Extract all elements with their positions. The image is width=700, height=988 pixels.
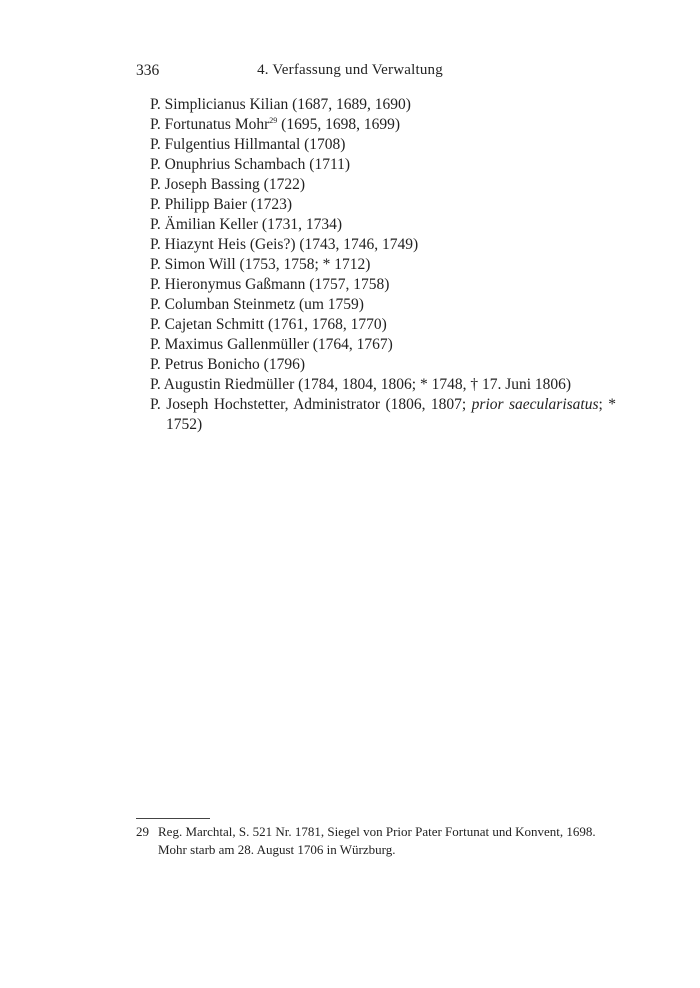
footnote-divider bbox=[136, 818, 210, 819]
list-item: P. Joseph Bassing (1722) bbox=[150, 176, 306, 193]
running-head: 4. Verfassung und Verwaltung bbox=[257, 62, 443, 78]
list-item: P. Columban Steinmetz (um 1759) bbox=[150, 296, 364, 313]
list-item: P. Simon Will (1753, 1758; * 1712) bbox=[150, 256, 371, 273]
list-item: P. Ämilian Keller (1731, 1734) bbox=[150, 216, 343, 233]
footnote-reference: 29 bbox=[269, 115, 278, 125]
list-item: P. Petrus Bonicho (1796) bbox=[150, 356, 305, 373]
page-number: 336 bbox=[136, 62, 160, 79]
italic-phrase: prior saecularisatus bbox=[471, 396, 599, 413]
footnote-number: 29 bbox=[136, 824, 149, 839]
list-item: P. Joseph Hochstetter, Administrator (1806, 1807; prior saecularisatus; * 1752) bbox=[150, 396, 616, 433]
prior-list bbox=[150, 95, 616, 435]
footnote-text: Reg. Marchtal, S. 521 Nr. 1781, Siegel von Prior Pater Fortunat und Konvent, 1698. Mohr starb am 28. August 1706 in Würzburg. bbox=[158, 824, 596, 857]
list-item: P. Hiazynt Heis (Geis?) (1743, 1746, 1749) bbox=[150, 236, 419, 253]
footnote bbox=[136, 823, 616, 859]
list-item: P. Simplicianus Kilian (1687, 1689, 1690) bbox=[150, 96, 411, 113]
list-item: P. Maximus Gallenmüller (1764, 1767) bbox=[150, 336, 393, 353]
list-item: P. Onuphrius Schambach (1711) bbox=[150, 156, 351, 173]
list-item: P. Fortunatus Mohr$^{29}$ (1695, 1698, 1699) bbox=[150, 115, 400, 133]
list-item: P. Hieronymus Gaßmann (1757, 1758) bbox=[150, 276, 390, 293]
list-item: P. Fulgentius Hillmantal (1708) bbox=[150, 136, 346, 153]
list-item: P. Cajetan Schmitt (1761, 1768, 1770) bbox=[150, 316, 387, 333]
list-item: P. Augustin Riedmüller (1784, 1804, 1806; * 1748, † 17. Juni 1806) bbox=[150, 376, 572, 393]
list-item: P. Philipp Baier (1723) bbox=[150, 196, 293, 213]
